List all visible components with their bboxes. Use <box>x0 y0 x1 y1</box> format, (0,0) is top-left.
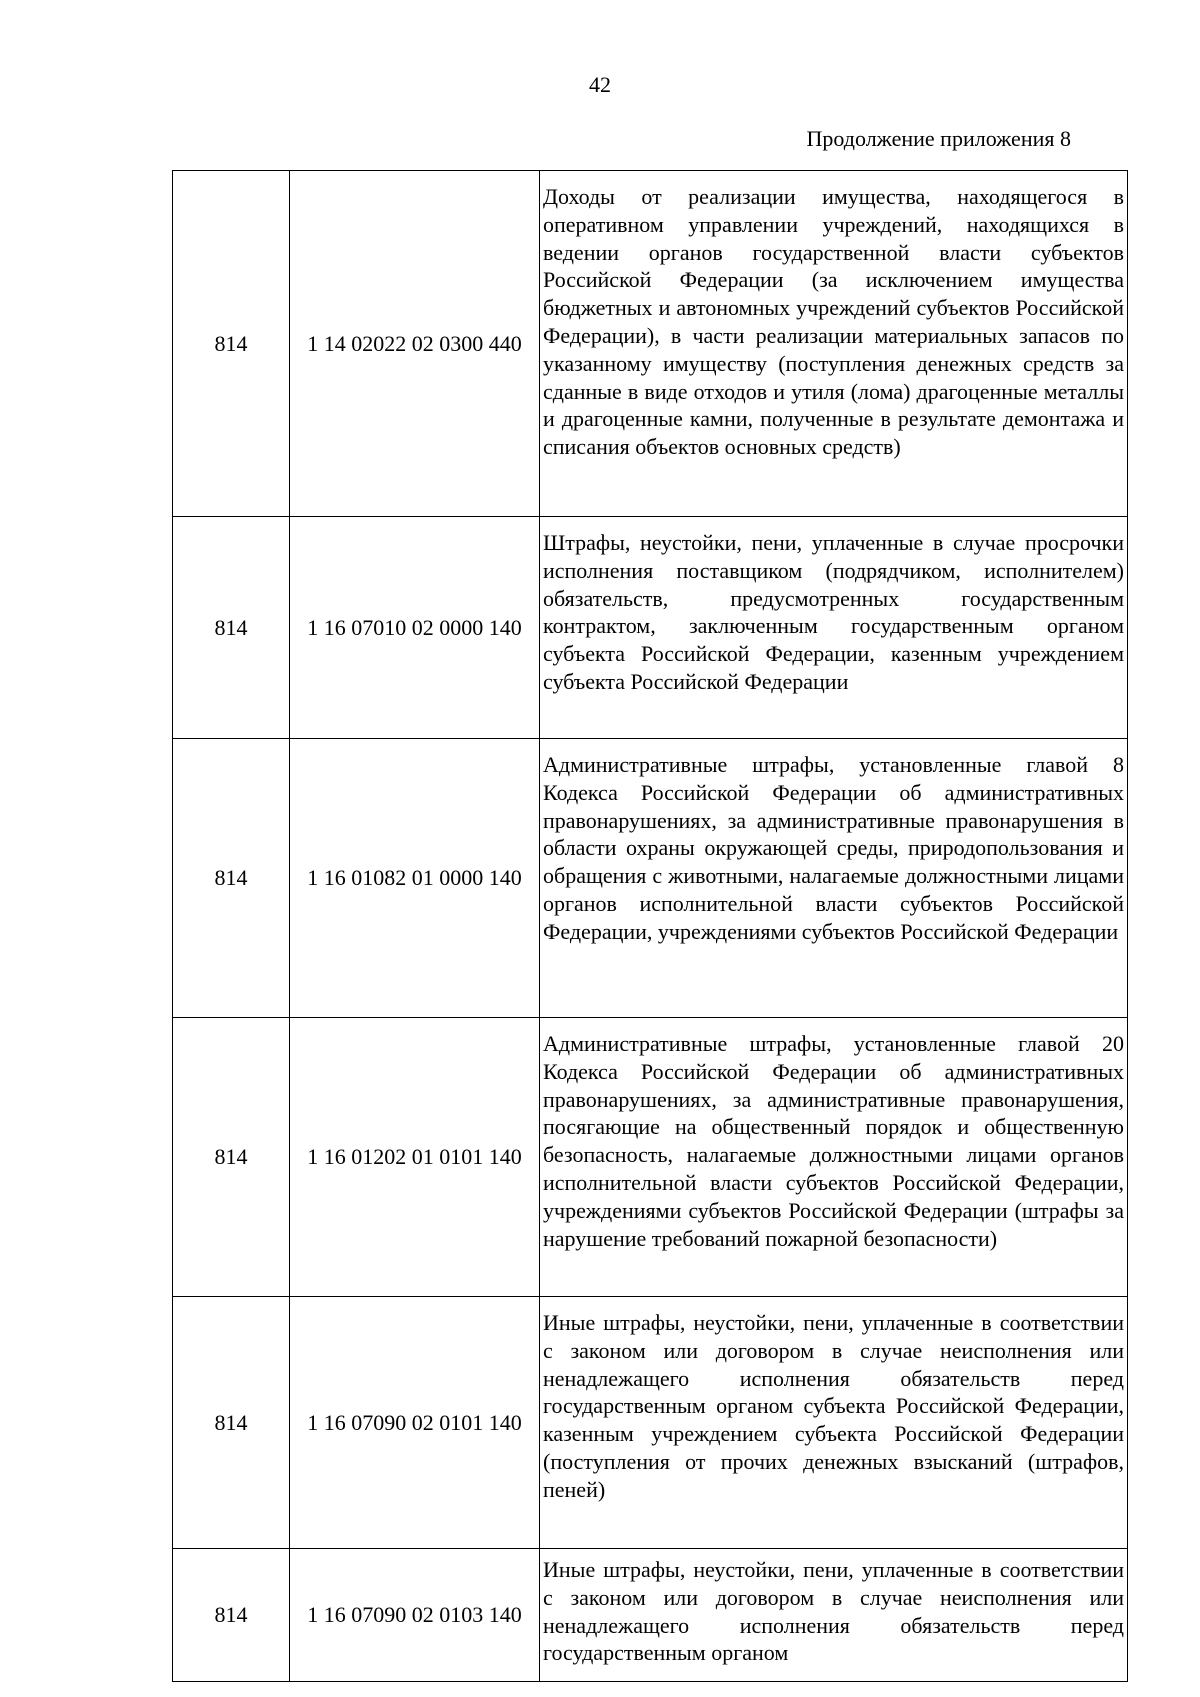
table-row <box>173 171 1128 517</box>
description-cell: Доходы от реализации имущества, находящегося в оперативном управлении учреждений, находящихся в ведении органов государственной власти субъектов Российской Федерации (за исключением имущества бюджетных и автономных учреждений субъектов Российской Федерации), в части реализации материальных запасов по указанному имуществу (поступления денежных средств за сданные в виде отходов и утиля (лома) драгоценные металлы и драгоценные камни, полученные в результате демонтажа и списания объектов основных средств) <box>540 171 1128 517</box>
kbk-code-cell: 1 14 02022 02 0300 440 <box>290 171 540 517</box>
description-cell: Административные штрафы, установленные главой 20 Кодекса Российской Федерации об административных правонарушениях, за административные правонарушения, посягающие на общественный порядок и общественную безопасность, налагаемые должностными лицами органов исполнительной власти субъектов Российской Федерации, учреждениями субъектов Российской Федерации (штрафы за нарушение требований пожарной безопасности) <box>540 1018 1128 1297</box>
admin-code-cell: 814 <box>173 739 290 1018</box>
kbk-code-cell: 1 16 07090 02 0101 140 <box>290 1297 540 1549</box>
admin-code-cell: 814 <box>173 517 290 739</box>
description-cell: Административные штрафы, установленные главой 8 Кодекса Российской Федерации об административных правонарушениях, за административные правонарушения в области охраны окружающей среды, природопользования и обращения с животными, налагаемые должностными лицами органов исполнительной власти субъектов Российской Федерации, учреждениями субъектов Российской Федерации <box>540 739 1128 1018</box>
table-row <box>173 517 1128 739</box>
table-row <box>173 1018 1128 1297</box>
revenue-codes-table <box>172 170 1128 1682</box>
admin-code-cell: 814 <box>173 171 290 517</box>
page-number: 42 <box>589 72 611 97</box>
table-row <box>173 1549 1128 1682</box>
description-cell: Иные штрафы, неустойки, пени, уплаченные в соответствии с законом или договором в случае неисполнения или ненадлежащего исполнения обязательств перед государственным органом <box>540 1549 1128 1682</box>
kbk-code-cell: 1 16 07090 02 0103 140 <box>290 1549 540 1682</box>
appendix-caption: Продолжение приложения 8 <box>806 126 1071 151</box>
table-row <box>173 1297 1128 1549</box>
description-cell: Штрафы, неустойки, пени, уплаченные в случае просрочки исполнения поставщиком (подрядчиком, исполнителем) обязательств, предусмотренных государственным контрактом, заключенным государственным органом субъекта Российской Федерации, казенным учреждением субъекта Российской Федерации <box>540 517 1128 739</box>
kbk-code-cell: 1 16 01082 01 0000 140 <box>290 739 540 1018</box>
kbk-code-cell: 1 16 07010 02 0000 140 <box>290 517 540 739</box>
admin-code-cell: 814 <box>173 1018 290 1297</box>
kbk-code-cell: 1 16 01202 01 0101 140 <box>290 1018 540 1297</box>
table-row <box>173 739 1128 1018</box>
description-cell: Иные штрафы, неустойки, пени, уплаченные в соответствии с законом или договором в случае неисполнения или ненадлежащего исполнения обязательств перед государственным органом субъекта Российской Федерации, казенным учреждением субъекта Российской Федерации (поступления от прочих денежных взысканий (штрафов, пеней) <box>540 1297 1128 1549</box>
admin-code-cell: 814 <box>173 1549 290 1682</box>
admin-code-cell: 814 <box>173 1297 290 1549</box>
